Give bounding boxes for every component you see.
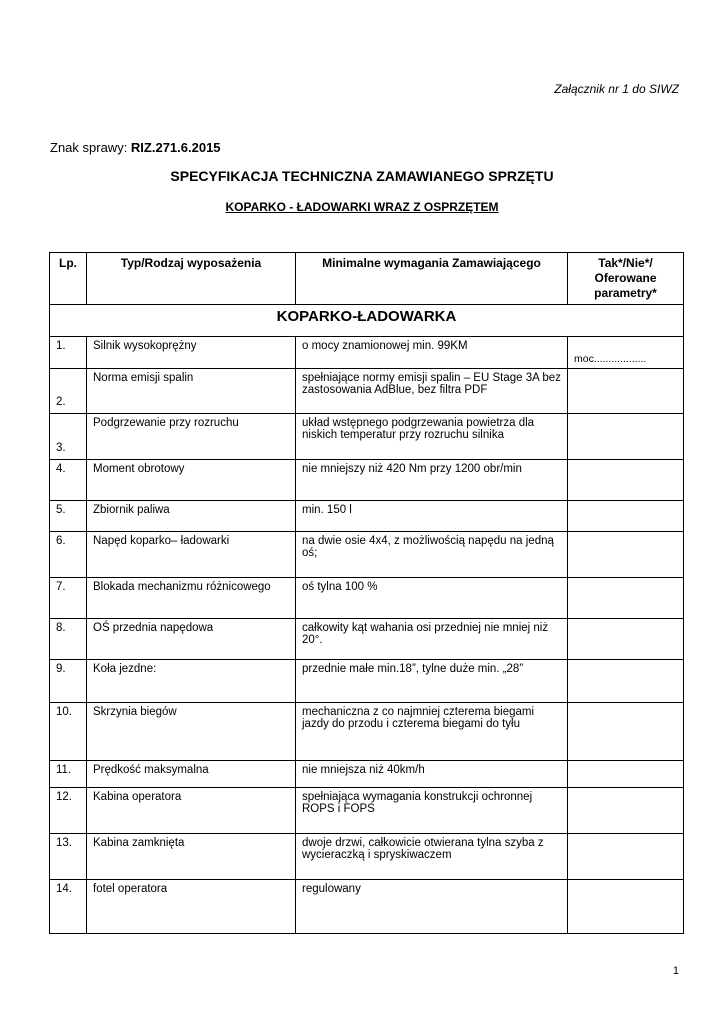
header-type: Typ/Rodzaj wyposażenia xyxy=(87,253,296,305)
row-equipment-type: fotel operatora xyxy=(87,880,296,934)
table-row xyxy=(50,337,684,369)
row-number: 7. xyxy=(50,578,87,619)
page-number: 1 xyxy=(672,965,679,977)
row-offered-parameters: moc.................. xyxy=(568,337,684,369)
row-offered-parameters xyxy=(568,660,684,703)
table-row xyxy=(50,761,684,788)
row-number: 1. xyxy=(50,337,87,369)
row-equipment-type: Norma emisji spalin xyxy=(87,369,296,414)
row-equipment-type: Prędkość maksymalna xyxy=(87,761,296,788)
row-offered-parameters xyxy=(568,369,684,414)
row-requirement: min. 150 l xyxy=(296,501,568,532)
row-equipment-type: OŚ przednia napędowa xyxy=(87,619,296,660)
row-offered-parameters xyxy=(568,578,684,619)
row-requirement: spełniające normy emisji spalin – EU Stage 3A bez zastosowania AdBlue, bez filtra PDF xyxy=(296,369,568,414)
document-title: SPECYFIKACJA TECHNICZNA ZAMAWIANEGO SPRZĘTU xyxy=(170,168,554,184)
row-number: 5. xyxy=(50,501,87,532)
row-requirement: nie mniejszy niż 420 Nm przy 1200 obr/min xyxy=(296,460,568,501)
row-offered-parameters xyxy=(568,501,684,532)
row-offered-parameters xyxy=(568,460,684,501)
section-row xyxy=(50,305,684,337)
row-number: 6. xyxy=(50,532,87,578)
row-requirement: mechaniczna z co najmniej czterema biegami jazdy do przodu i czterema biegami do tyłu xyxy=(296,703,568,761)
row-equipment-type: Blokada mechanizmu różnicowego xyxy=(87,578,296,619)
row-offered-parameters xyxy=(568,703,684,761)
table-row xyxy=(50,460,684,501)
table-row xyxy=(50,788,684,834)
row-offered-parameters xyxy=(568,619,684,660)
row-offered-parameters xyxy=(568,761,684,788)
row-number: 4. xyxy=(50,460,87,501)
row-requirement: oś tylna 100 % xyxy=(296,578,568,619)
row-offered-parameters xyxy=(568,880,684,934)
row-requirement: na dwie osie 4x4, z możliwością napędu na jedną oś; xyxy=(296,532,568,578)
row-number: 9. xyxy=(50,660,87,703)
row-equipment-type: Podgrzewanie przy rozruchu xyxy=(87,414,296,460)
row-equipment-type: Skrzynia biegów xyxy=(87,703,296,761)
row-number: 12. xyxy=(50,788,87,834)
table-row xyxy=(50,880,684,934)
header-lp: Lp. xyxy=(50,253,87,305)
case-label: Znak sprawy: xyxy=(50,140,131,155)
row-offered-parameters xyxy=(568,834,684,880)
row-requirement: całkowity kąt wahania osi przedniej nie mniej niż 20°. xyxy=(296,619,568,660)
section-title: KOPARKO-ŁADOWARKA xyxy=(50,305,684,337)
row-requirement: spełniająca wymagania konstrukcji ochronnej ROPS i FOPS xyxy=(296,788,568,834)
row-requirement: dwoje drzwi, całkowicie otwierana tylna szyba z wycieraczką i spryskiwaczem xyxy=(296,834,568,880)
row-requirement: układ wstępnego podgrzewania powietrza dla niskich temperatur przy rozruchu silnika xyxy=(296,414,568,460)
case-reference xyxy=(50,140,221,155)
row-requirement: regulowany xyxy=(296,880,568,934)
case-number: RIZ.271.6.2015 xyxy=(130,140,221,155)
header-requirements: Minimalne wymagania Zamawiającego xyxy=(296,253,568,305)
row-equipment-type: Moment obrotowy xyxy=(87,460,296,501)
row-number: 2. xyxy=(50,369,87,414)
row-number: 14. xyxy=(50,880,87,934)
table-row xyxy=(50,532,684,578)
table-row xyxy=(50,703,684,761)
row-requirement: przednie małe min.18”, tylne duże min. „28” xyxy=(296,660,568,703)
table-row xyxy=(50,501,684,532)
row-offered-parameters xyxy=(568,788,684,834)
row-number: 8. xyxy=(50,619,87,660)
row-number: 13. xyxy=(50,834,87,880)
table-row xyxy=(50,834,684,880)
table-row xyxy=(50,578,684,619)
row-equipment-type: Kabina operatora xyxy=(87,788,296,834)
table-row xyxy=(50,619,684,660)
document-subtitle: KOPARKO - ŁADOWARKI WRAZ Z OSPRZĘTEM xyxy=(225,200,499,214)
table-row xyxy=(50,369,684,414)
row-requirement: nie mniejsza niż 40km/h xyxy=(296,761,568,788)
table-row xyxy=(50,660,684,703)
row-equipment-type: Silnik wysokoprężny xyxy=(87,337,296,369)
row-equipment-type: Napęd koparko– ładowarki xyxy=(87,532,296,578)
row-equipment-type: Zbiornik paliwa xyxy=(87,501,296,532)
table-header-row xyxy=(50,253,684,305)
row-equipment-type: Kabina zamknięta xyxy=(87,834,296,880)
row-number: 10. xyxy=(50,703,87,761)
row-offered-parameters xyxy=(568,414,684,460)
header-offer: Tak*/Nie*/ Oferowane parametry* xyxy=(568,253,684,305)
row-requirement: o mocy znamionowej min. 99KM xyxy=(296,337,568,369)
annex-label: Załącznik nr 1 do SIWZ xyxy=(554,82,679,96)
row-number: 3. xyxy=(50,414,87,460)
row-number: 11. xyxy=(50,761,87,788)
table-row xyxy=(50,414,684,460)
row-offered-parameters xyxy=(568,532,684,578)
row-equipment-type: Koła jezdne: xyxy=(87,660,296,703)
specification-table xyxy=(49,252,684,934)
